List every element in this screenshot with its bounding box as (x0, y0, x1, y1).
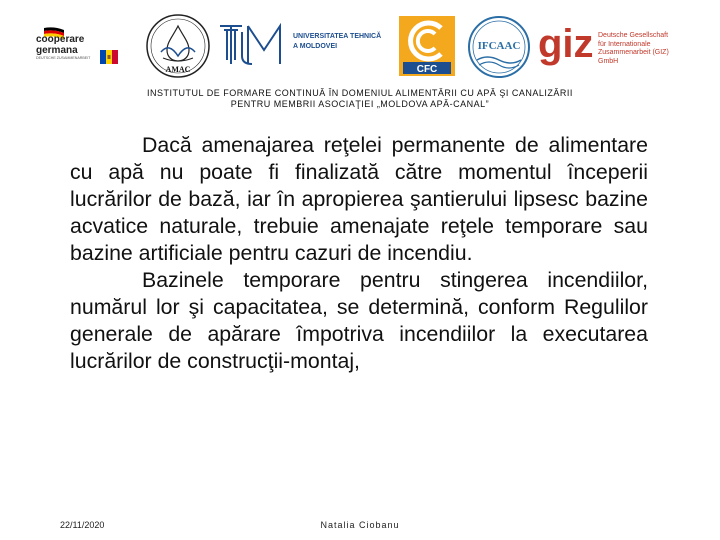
ifcaac-label: IFCAAC (477, 40, 521, 52)
utm-name: UNIVERSITATEA TEHNICĂ A MOLDOVEI (293, 33, 382, 50)
utm-monogram-icon (218, 20, 290, 70)
cfc-label: CFC (416, 64, 438, 75)
cfc-emblem-icon (397, 14, 457, 78)
institute-line-1: INSTITUTUL DE FORMARE CONTINUĂ ÎN DOMENIUL ALIMENTĂRII CU APĂ ŞI CANALIZĂRII (147, 88, 573, 98)
giz-logo (538, 24, 688, 74)
cfc-logo (397, 14, 457, 78)
institute-header (0, 88, 720, 110)
institute-line-2: PENTRU MEMBRII ASOCIAŢIEI „MOLDOVA APĂ-CANAL” (230, 99, 490, 109)
cooperare-text: cooperare germana DEUTSCHE ZUSAMMENARBEIT (36, 34, 91, 60)
giz-name: Deutsche Gesellschaft für Internationale Zusammenarbeit (GIZ) GmbH (598, 32, 669, 65)
logo-bar (0, 8, 720, 83)
paragraph-2: Bazinele temporare pentru stingerea incendiilor, numărul lor şi capacitatea, se determină, conform Regulilor generale de apărare împotriva incendiilor la executarea lucrărilor de construcţii-montaj, (70, 268, 648, 373)
utm-logo (218, 20, 388, 70)
slide-body (70, 132, 648, 375)
amac-label: AMAC (165, 65, 191, 74)
footer-author: Natalia Ciobanu (320, 520, 400, 530)
paragraph-1: Dacă amenajarea reţelei permanente de alimentare cu apă nu poate fi finalizată către momentul începerii lucrărilor de bază, iar în apropierea şantierului lipsesc bazine acvatice naturale, trebuie amenajate reţele temporare sau bazine artificiale pentru cazuri de incendiu. (70, 133, 648, 265)
cooperare-germana-logo (36, 18, 126, 78)
giz-mark: giz (538, 22, 594, 66)
footer-date: 22/11/2020 (60, 520, 105, 530)
ifcaac-logo (467, 12, 531, 82)
amac-logo (143, 12, 213, 84)
